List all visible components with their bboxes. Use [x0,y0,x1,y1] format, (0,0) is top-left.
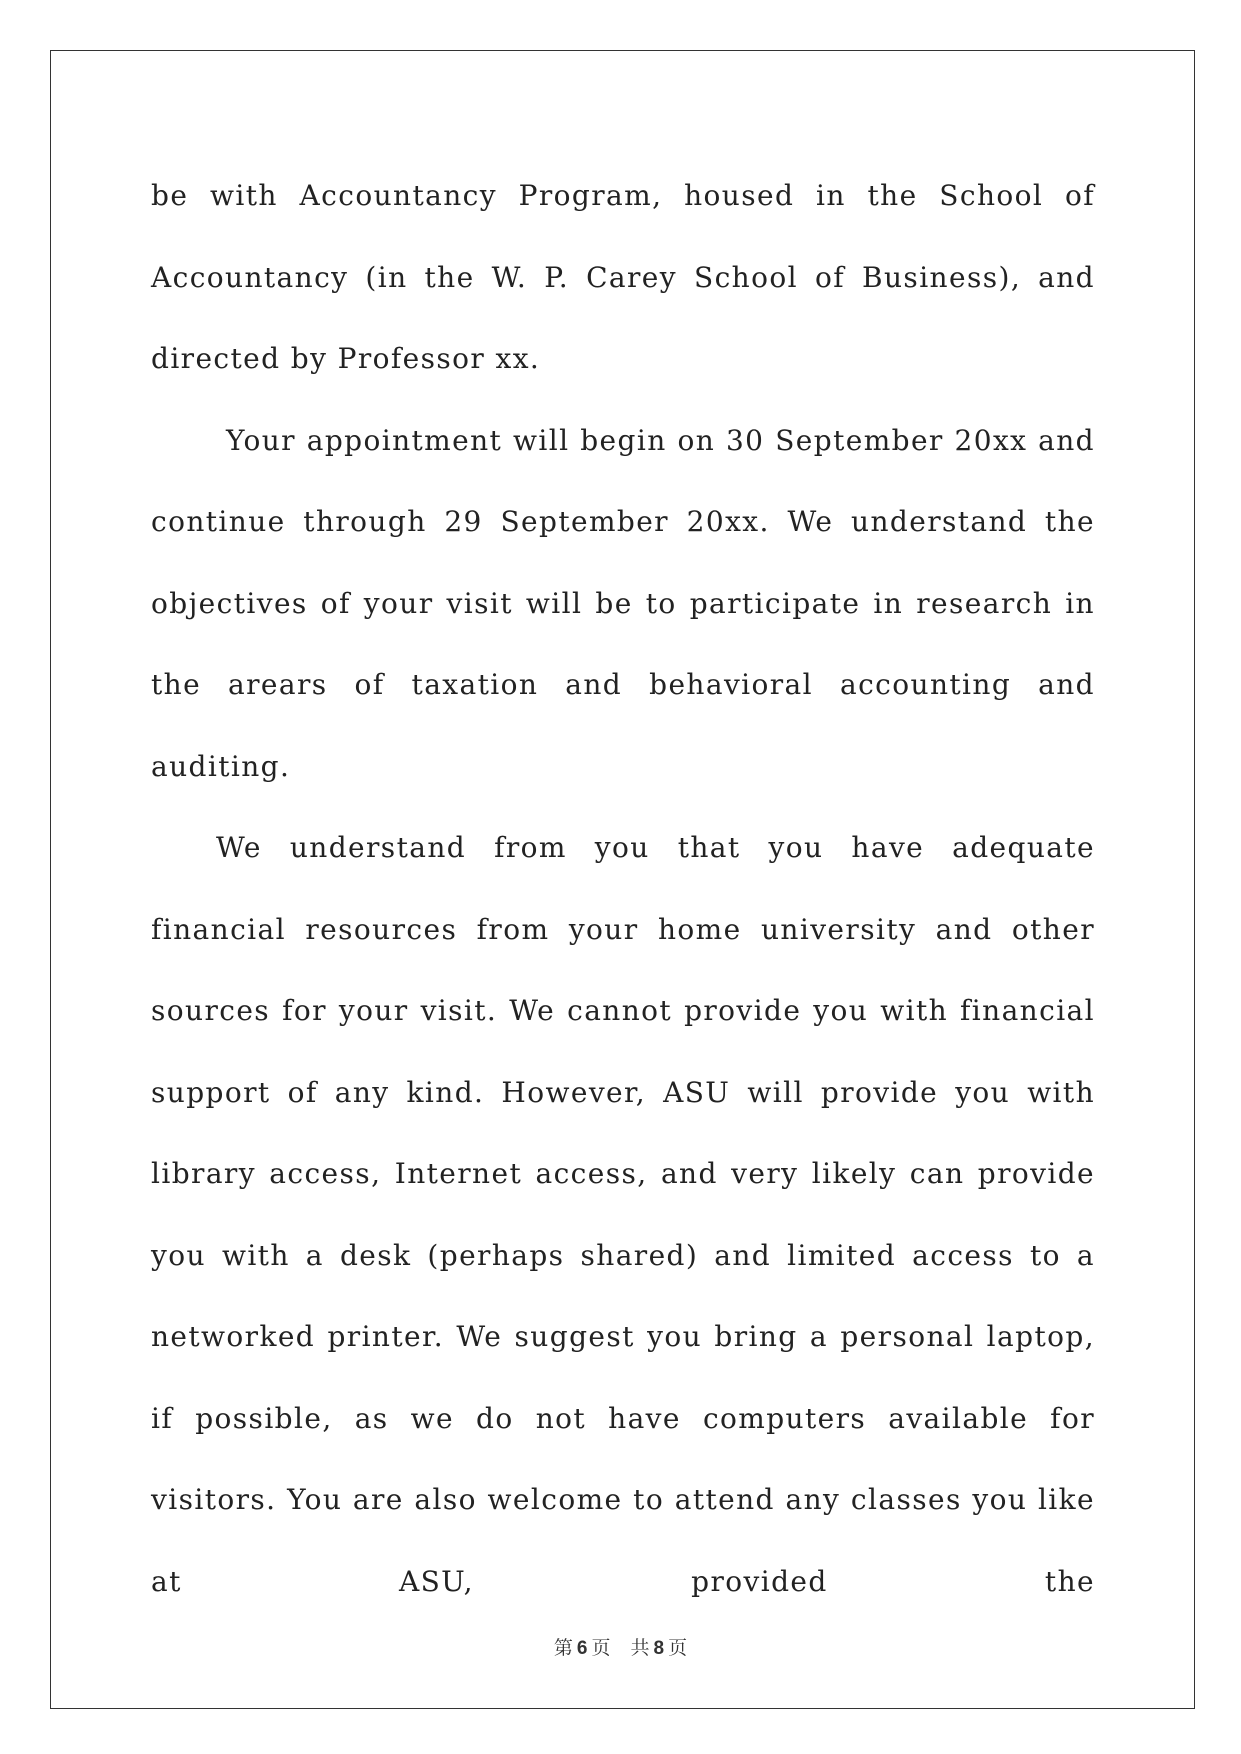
paragraph-2: Your appointment will begin on 30 September 20xx and continue through 29 September 20xx. We understand the objectives of your visit will be to participate in research in the arears of taxation and behavioral accounting and auditing. [151,423,1095,783]
footer-total-pages: 8 [653,1638,665,1659]
page-footer [0,1633,1241,1660]
footer-total-unit: 页 [668,1637,688,1659]
footer-current-page: 6 [576,1638,588,1659]
paragraph-1: be with Accountancy Program, housed in the School of Accountancy (in the W. P. Carey School of Business), and directed by Professor xx. [151,179,1095,375]
footer-total-prefix: 共 [630,1637,650,1659]
footer-page-prefix: 第 [553,1637,573,1659]
document-body [151,155,1095,1622]
paragraph-3: We understand from you that you have adequate financial resources from your home university and other sources for your visit. We cannot provide you with financial support of any kind. However, ASU will provide you with library access, Internet access, and very likely can provide you with a desk (perhaps shared) and limited access to a networked printer. We suggest you bring a personal laptop, if possible, as we do not have computers available for visitors. You are also welcome to attend any classes you like at ASU, provided the [151,831,1095,1598]
footer-page-unit: 页 [591,1637,611,1659]
